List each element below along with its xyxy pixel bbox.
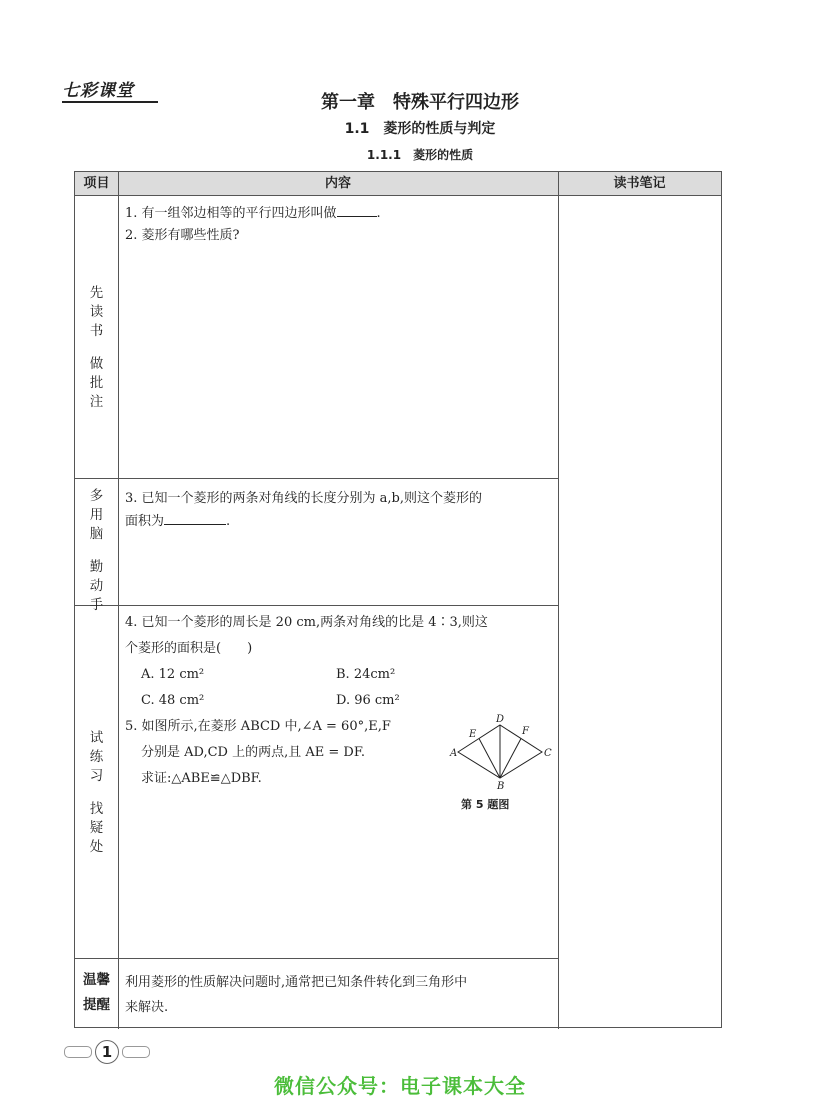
row-label-tip: 温馨 提醒 [83, 972, 110, 1013]
point-label-d: D [496, 714, 505, 725]
col-divider-2 [558, 172, 559, 1029]
point-label-e: E [469, 729, 477, 740]
question-4-line2: 个菱形的面积是( ) [125, 641, 253, 656]
tip-line1: 利用菱形的性质解决问题时,通常把已知条件转化到三角形中 [125, 975, 468, 990]
rhombus-figure [450, 712, 550, 792]
header-notes: 读书笔记 [558, 172, 721, 196]
question-3-line2: 面积为 . [125, 510, 555, 533]
option-d[interactable]: D. 96 cm² [336, 693, 400, 708]
row-label-read: 先 读 书 做 批 注 [89, 285, 104, 410]
point-label-a: A [450, 748, 458, 759]
page-number: 1 [64, 1040, 150, 1064]
option-c[interactable]: C. 48 cm² [141, 693, 205, 708]
question-3-line1: 3. 已知一个菱形的两条对角线的长度分别为 a,b,则这个菱形的 [125, 491, 483, 506]
point-label-c: C [544, 748, 552, 759]
answer-blank[interactable] [164, 510, 226, 525]
row-label-think: 多 用 脑 勤 动 手 [89, 488, 104, 613]
row-content-think [125, 488, 555, 533]
subsection-title: 1.1.1 菱形的性质 [366, 148, 474, 162]
chapter-title: 第一章 特殊平行四边形 [321, 92, 519, 113]
point-label-b: B [497, 781, 505, 792]
row-divider-2 [75, 605, 558, 606]
header-item: 项目 [75, 172, 118, 196]
answer-blank[interactable] [337, 202, 377, 217]
question-2: 2. 菱形有哪些性质? [125, 228, 240, 243]
section-title: 1.1 菱形的性质与判定 [344, 121, 496, 137]
tip-line2: 来解决. [125, 1000, 169, 1015]
row-divider-3 [75, 958, 558, 959]
brand-logo: 七彩课堂 [62, 81, 134, 101]
header-content: 内容 [118, 172, 558, 196]
question-5-line3: 求证:△ABE≌△DBF. [141, 771, 262, 786]
row-content-tip [125, 970, 555, 1020]
row-content-read [125, 202, 555, 247]
question-4-line1: 4. 已知一个菱形的周长是 20 cm,两条对角线的比是 4∶3,则这 [125, 615, 488, 630]
figure-caption: 第 5 题图 [461, 798, 510, 811]
question-1: 1. 有一组邻边相等的平行四边形叫做 . [125, 202, 555, 225]
option-b[interactable]: B. 24cm² [336, 667, 396, 682]
point-label-f: F [522, 726, 529, 737]
study-table [74, 171, 722, 1028]
question-5-line2: 分别是 AD,CD 上的两点,且 AE = DF. [141, 745, 365, 760]
question-5-line1: 5. 如图所示,在菱形 ABCD 中,∠A = 60°,E,F [125, 719, 391, 734]
row-divider-1 [75, 478, 558, 479]
option-a[interactable]: A. 12 cm² [141, 667, 205, 682]
row-label-practice: 试 练 习 找 疑 处 [89, 730, 104, 855]
watermark-text: 微信公众号：电子课本大全 [274, 1074, 526, 1098]
col-divider-1 [118, 172, 119, 1029]
